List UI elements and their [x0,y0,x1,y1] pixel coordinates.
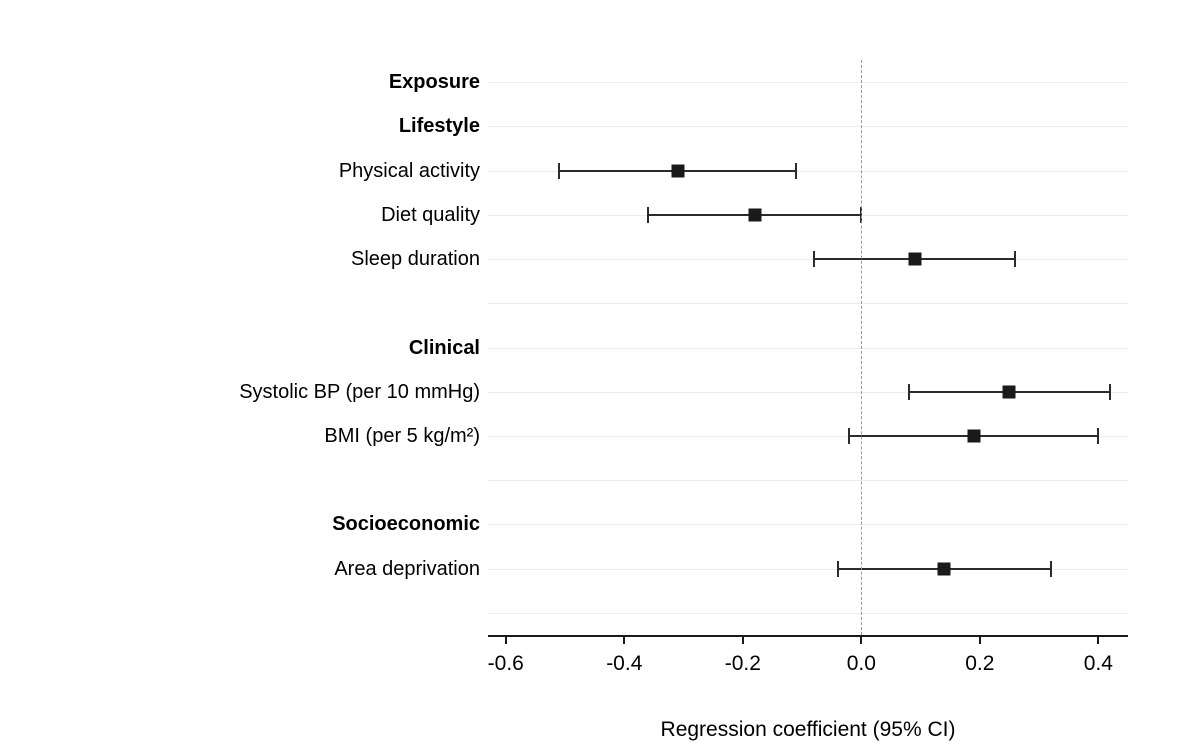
group-label: Clinical [408,336,480,359]
ci-lower-cap [908,384,910,400]
x-axis-tick-label: 0.0 [846,652,876,675]
ci-lower-cap [813,251,815,267]
point-estimate-marker [1003,385,1016,398]
x-axis-tick-label: -0.2 [724,652,761,675]
gridline [488,303,1128,304]
x-axis-tick [505,635,507,644]
plot-panel [488,60,1128,635]
ci-upper-cap [1014,251,1016,267]
gridline [488,126,1128,127]
column-header-label: Exposure [388,71,480,94]
point-estimate-marker [938,562,951,575]
ci-lower-cap [848,428,850,444]
row-label: Diet quality [381,203,480,226]
point-estimate-marker [908,253,921,266]
point-estimate-marker [967,429,980,442]
x-axis-tick-label: 0.4 [1083,652,1113,675]
gridline [488,348,1128,349]
x-axis-tick [860,635,862,644]
x-axis-tick [1097,635,1099,644]
gridline [488,259,1128,260]
gridline [488,524,1128,525]
ci-lower-cap [647,207,649,223]
x-axis-tick [623,635,625,644]
x-axis-title: Regression coefficient (95% CI) [660,718,956,741]
x-axis-tick [979,635,981,644]
x-axis-tick-label: 0.2 [965,652,995,675]
gridline [488,613,1128,614]
group-label: Lifestyle [398,115,480,138]
ci-upper-cap [1097,428,1099,444]
ci-upper-cap [795,163,797,179]
row-label: BMI (per 5 kg/m²) [324,424,480,447]
zero-reference-line [861,60,862,635]
gridline [488,82,1128,83]
row-label: Sleep duration [351,248,480,271]
x-axis-tick-label: -0.4 [606,652,643,675]
group-label: Socioeconomic [332,513,480,536]
x-axis-tick-label: -0.6 [487,652,524,675]
gridline [488,480,1128,481]
ci-lower-cap [837,561,839,577]
row-label: Area deprivation [334,557,480,580]
ci-upper-cap [1050,561,1052,577]
point-estimate-marker [748,208,761,221]
row-label: Physical activity [338,159,480,182]
x-axis-line [488,635,1128,637]
ci-lower-cap [558,163,560,179]
point-estimate-marker [671,164,684,177]
ci-upper-cap [1109,384,1111,400]
x-axis-tick [742,635,744,644]
row-label: Systolic BP (per 10 mmHg) [239,380,480,403]
